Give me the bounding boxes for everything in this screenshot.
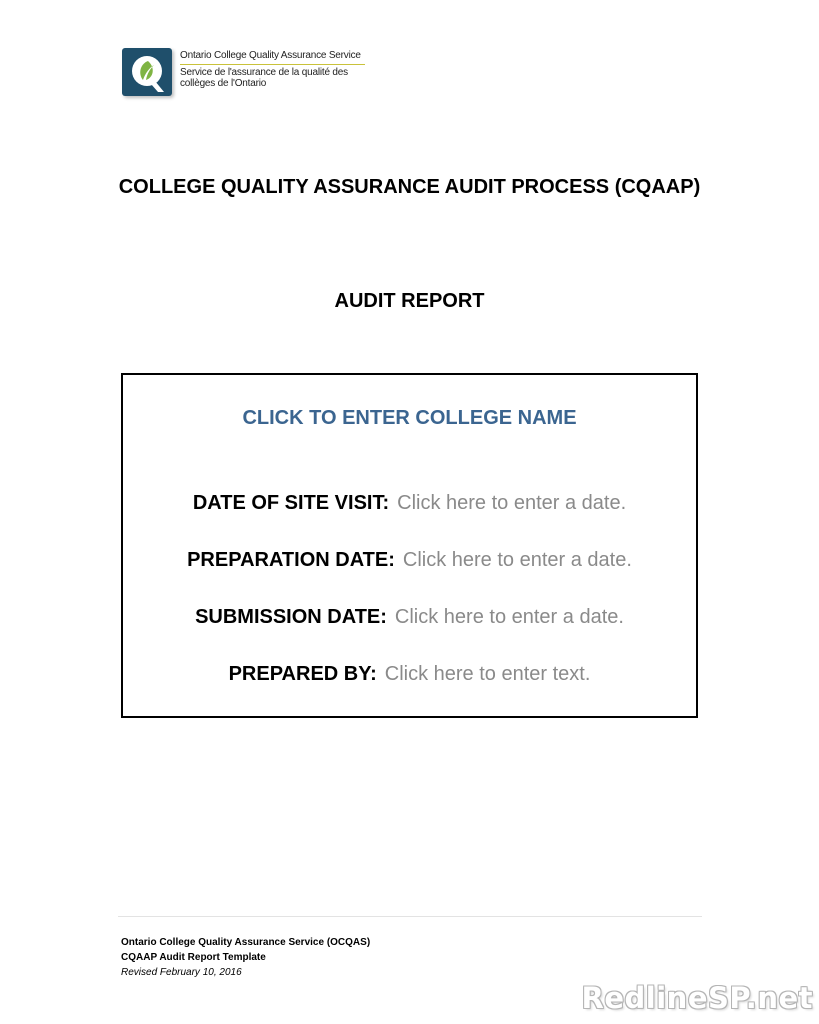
footer-revision-date: Revised February 10, 2016	[121, 967, 242, 978]
college-name-field[interactable]: CLICK TO ENTER COLLEGE NAME	[242, 407, 577, 429]
footer	[121, 935, 370, 980]
watermark: RedlineSP.net	[581, 981, 813, 1015]
prepared-by-row	[123, 663, 696, 686]
footer-template-name: CQAAP Audit Report Template	[121, 952, 266, 963]
submission-date-row	[123, 606, 696, 629]
logo-org-name-fr: Service de l'assurance de la qualité des collèges de l'Ontario	[180, 67, 348, 89]
submission-date-label: SUBMISSION DATE:	[195, 606, 387, 628]
ocqas-q-logo-icon	[122, 48, 172, 96]
preparation-date-label: PREPARATION DATE:	[187, 549, 395, 571]
prepared-by-label: PREPARED BY:	[228, 663, 377, 685]
preparation-date-row	[123, 549, 696, 572]
report-info-box	[121, 373, 698, 718]
site-visit-date-label: DATE OF SITE VISIT:	[192, 492, 390, 514]
submission-date-field[interactable]: Click here to enter a date.	[394, 606, 624, 628]
prepared-by-field[interactable]: Click here to enter text.	[384, 663, 591, 685]
footer-divider	[118, 916, 702, 917]
logo-divider	[180, 64, 365, 65]
site-visit-date-row	[123, 492, 696, 515]
document-title: COLLEGE QUALITY ASSURANCE AUDIT PROCESS (CQAAP)	[118, 176, 701, 198]
ocqas-logo	[120, 45, 365, 100]
footer-org-name: Ontario College Quality Assurance Service (OCQAS)	[121, 937, 371, 948]
preparation-date-field[interactable]: Click here to enter a date.	[402, 549, 632, 571]
logo-org-name-en: Ontario College Quality Assurance Service	[180, 50, 361, 61]
site-visit-date-field[interactable]: Click here to enter a date.	[397, 492, 627, 514]
document-subtitle: AUDIT REPORT	[334, 290, 485, 312]
